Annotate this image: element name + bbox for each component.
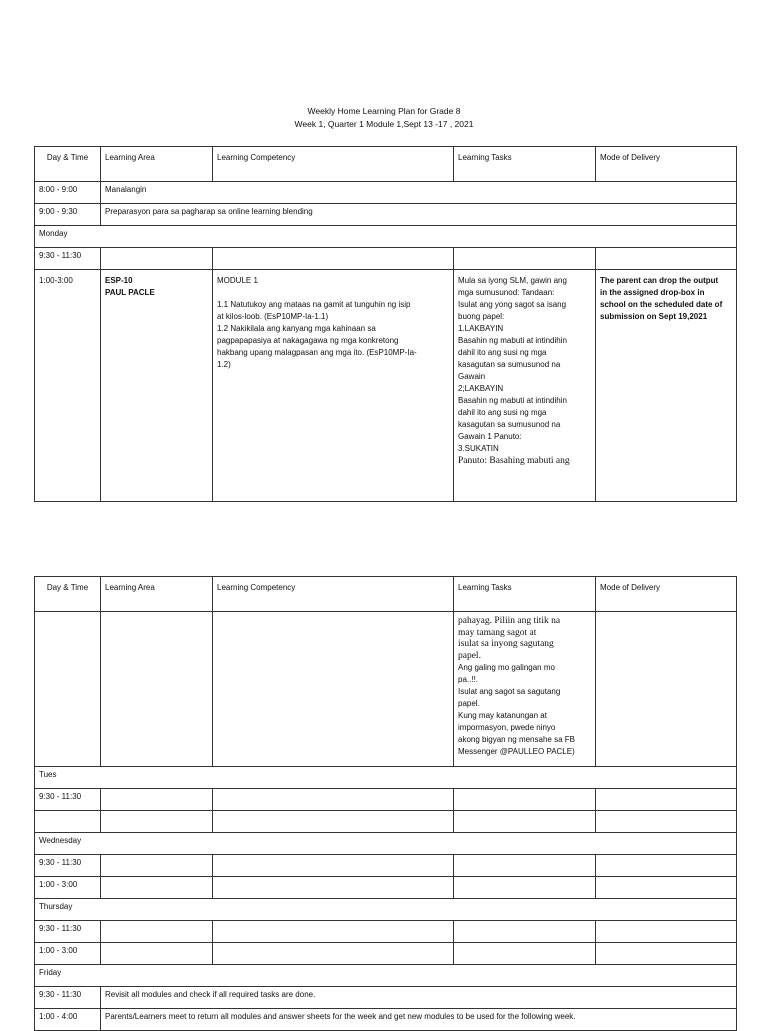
time-cell: 1:00 - 3:00 (35, 943, 101, 965)
empty-cell (596, 855, 737, 877)
empty-cell (596, 921, 737, 943)
tasks-line: mga sumusunod: Tandaan: (458, 288, 555, 297)
empty-cell (454, 248, 596, 270)
empty-cell (101, 877, 213, 899)
empty-cell (213, 811, 454, 833)
header-mode-of-delivery: Mode of Delivery (596, 577, 737, 612)
plan-table-page-1 (34, 146, 737, 502)
day-label: Monday (35, 226, 737, 248)
tasks-line: 3.SUKATIN (458, 444, 499, 453)
table-row-esp (35, 270, 737, 502)
empty-cell (596, 877, 737, 899)
competency-line: at kilos-loob. (EsP10MP-Ia-1.1) (217, 312, 329, 321)
empty-cell (454, 855, 596, 877)
tasks-line: pahayag. Piliin ang titik na (458, 616, 561, 626)
tasks-line: papel. (458, 650, 481, 661)
header-learning-competency: Learning Competency (213, 147, 454, 182)
empty-cell (596, 943, 737, 965)
empty-cell (596, 811, 737, 833)
tasks-line: akong bigyan ng mensahe sa FB (458, 735, 575, 744)
empty-cell (454, 877, 596, 899)
competency-line: 1.2) (217, 360, 231, 369)
activity-cell: Parents/Learners meet to return all modules and answer sheets for the week and get new modules to be used for the following week. (101, 1009, 737, 1031)
tasks-line: Isulat ang sagot sa sagutang (458, 687, 561, 696)
competency-cell (213, 270, 454, 502)
table-header-row (35, 147, 737, 182)
empty-cell (213, 248, 454, 270)
table-row (35, 204, 737, 226)
tasks-line: may tamang sagot at (458, 627, 537, 638)
table-row (35, 248, 737, 270)
tasks-line: Messenger @PAULLEO PACLE) (458, 747, 575, 756)
tasks-line: isulat sa inyong sagutang (458, 639, 554, 649)
tasks-cell (454, 270, 596, 502)
competency-line: MODULE 1 (217, 276, 258, 285)
empty-cell (101, 612, 213, 767)
table-header-row (35, 577, 737, 612)
empty-cell (596, 248, 737, 270)
tasks-line: Gawain (458, 372, 486, 381)
table-row (35, 789, 737, 811)
day-row (35, 899, 737, 921)
empty-cell (101, 789, 213, 811)
tasks-line: Kung may katanungan at (458, 711, 547, 720)
table-row (35, 1009, 737, 1031)
day-row (35, 767, 737, 789)
tasks-line: pa..!!. (458, 675, 479, 684)
plan-title: Weekly Home Learning Plan for Grade 8 (307, 106, 461, 116)
time-cell: 9:30 - 11:30 (35, 789, 101, 811)
tasks-line: dahil ito ang susi ng mga (458, 348, 547, 357)
time-cell: 9:30 - 11:30 (35, 855, 101, 877)
day-row (35, 833, 737, 855)
time-cell: 8:00 - 9:00 (35, 182, 101, 204)
table-row (35, 987, 737, 1009)
empty-cell (213, 921, 454, 943)
table-row-continued (35, 612, 737, 767)
delivery-cell (596, 270, 737, 502)
tasks-line: Basahin ng mabuti at intindihin (458, 396, 567, 405)
plan-table-page-2 (34, 576, 737, 1031)
empty-cell (101, 248, 213, 270)
header-day-time: Day & Time (35, 577, 101, 612)
empty-cell (454, 943, 596, 965)
delivery-line: school on the scheduled date of (600, 300, 723, 309)
empty-cell (213, 943, 454, 965)
tasks-line: dahil ito ang susi ng mga (458, 408, 547, 417)
empty-cell (596, 612, 737, 767)
learning-area-cell (101, 270, 213, 502)
empty-cell (213, 789, 454, 811)
table-row (35, 855, 737, 877)
tasks-line: kasagutan sa sumusunod na (458, 420, 561, 429)
time-cell: 1:00 - 4:00 (35, 1009, 101, 1031)
tasks-line: 1.LAKBAYIN (458, 324, 504, 333)
time-cell: 9:30 - 11:30 (35, 248, 101, 270)
teacher-name: PAUL PACLE (105, 288, 155, 297)
tasks-line: impormasyon, pwede ninyo (458, 723, 556, 732)
time-cell: 9:30 - 11:30 (35, 987, 101, 1009)
empty-cell (101, 811, 213, 833)
competency-line: hakbang upang malagpasan ang mga ito. (EsP10MP-Ia- (217, 348, 417, 357)
tasks-cell (454, 612, 596, 767)
header-mode-of-delivery: Mode of Delivery (596, 147, 737, 182)
tasks-line: Panuto: Basahing mabuti ang (458, 456, 570, 466)
empty-cell (101, 943, 213, 965)
tasks-line: buong papel: (458, 312, 505, 321)
plan-subtitle: Week 1, Quarter 1 Module 1,Sept 13 -17 , 2021 (294, 119, 474, 129)
table-row (35, 811, 737, 833)
empty-cell (213, 612, 454, 767)
table-row (35, 921, 737, 943)
delivery-line: in the assigned drop-box in (600, 288, 705, 297)
activity-cell: Revisit all modules and check if all required tasks are done. (101, 987, 737, 1009)
tasks-line: Mula sa iyong SLM, gawin ang (458, 276, 567, 285)
subject-code: ESP-10 (105, 276, 133, 285)
competency-line: 1.2 Nakikilala ang kanyang mga kahinaan sa (217, 324, 376, 333)
day-label: Friday (35, 965, 737, 987)
day-row (35, 965, 737, 987)
tasks-line: kasagutan sa sumusunod na (458, 360, 561, 369)
empty-cell (454, 811, 596, 833)
header-learning-area: Learning Area (101, 577, 213, 612)
tasks-line: Ang galing mo galingan mo (458, 663, 555, 672)
time-cell: 9:30 - 11:30 (35, 921, 101, 943)
empty-cell (213, 855, 454, 877)
day-label: Tues (35, 767, 737, 789)
empty-cell (35, 811, 101, 833)
empty-cell (596, 789, 737, 811)
tasks-line: Basahin ng mabuti at intindihin (458, 336, 567, 345)
tasks-line: Gawain 1 Panuto: (458, 432, 522, 441)
day-label: Thursday (35, 899, 737, 921)
empty-cell (101, 921, 213, 943)
time-cell: 1:00-3:00 (35, 270, 101, 502)
day-label: Wednesday (35, 833, 737, 855)
header-day-time: Day & Time (35, 147, 101, 182)
activity-cell: Preparasyon para sa pagharap sa online learning blending (101, 204, 737, 226)
table-row (35, 182, 737, 204)
day-row (35, 226, 737, 248)
empty-cell (454, 789, 596, 811)
time-cell: 1:00 - 3:00 (35, 877, 101, 899)
competency-line: pagpapapasiya at nakagagawa ng mga konkretong (217, 336, 399, 345)
empty-cell (35, 612, 101, 767)
tasks-line: papel. (458, 699, 480, 708)
table-row (35, 943, 737, 965)
header-learning-area: Learning Area (101, 147, 213, 182)
empty-cell (454, 921, 596, 943)
tasks-line: 2;LAKBAYIN (458, 384, 504, 393)
header-learning-tasks: Learning Tasks (454, 577, 596, 612)
tasks-line: Isulat ang yong sagot sa isang (458, 300, 567, 309)
header-learning-tasks: Learning Tasks (454, 147, 596, 182)
empty-cell (213, 877, 454, 899)
table-row (35, 877, 737, 899)
competency-line: 1.1 Natutukoy ang mataas na gamit at tunguhin ng isip (217, 300, 411, 309)
delivery-line: submission on Sept 19,2021 (600, 312, 708, 321)
time-cell: 9:00 - 9:30 (35, 204, 101, 226)
header-learning-competency: Learning Competency (213, 577, 454, 612)
empty-cell (101, 855, 213, 877)
competency-line (217, 287, 449, 299)
delivery-line: The parent can drop the output (600, 276, 719, 285)
activity-cell: Manalangin (101, 182, 737, 204)
